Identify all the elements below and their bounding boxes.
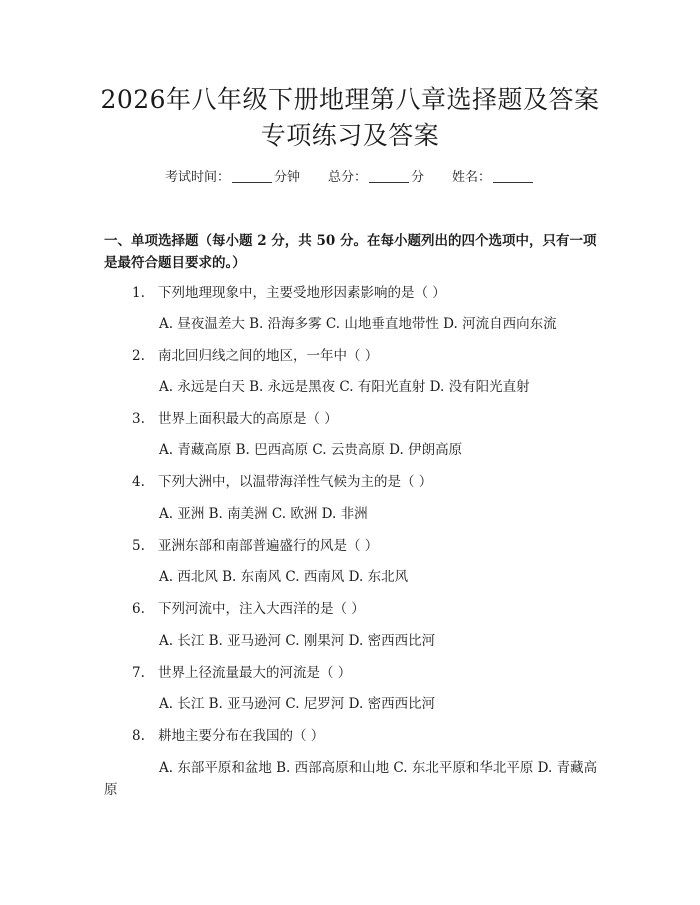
question-text: 南北回归线之间的地区，一年中（ ） <box>158 348 379 364</box>
question-8-options: A. 东部平原和盆地 B. 西部高原和山地 C. 东北平原和华北平原 D. 青藏高原 <box>104 760 598 798</box>
question-7: 7. 世界上径流量最大的河流是（ ） <box>132 665 352 681</box>
name-label: 姓名： <box>452 170 492 185</box>
page-subtitle: 专项练习及答案 <box>260 121 440 150</box>
question-1: 1. 下列地理现象中，主要受地形因素影响的是（ ） <box>132 285 446 301</box>
page-title: 2026年八年级下册地理第八章选择题及答案 <box>100 85 600 114</box>
question-3-options: A. 青藏高原 B. 巴西高原 C. 云贵高原 D. 伊朗高原 <box>159 442 463 458</box>
question-7-options: A. 长江 B. 亚马逊河 C. 尼罗河 D. 密西西比河 <box>159 696 436 712</box>
question-3: 3. 世界上面积最大的高原是（ ） <box>132 411 338 427</box>
question-text: 下列地理现象中，主要受地形因素影响的是（ ） <box>158 285 446 301</box>
section-heading: 一、单项选择题（每小题 2 分，共 50 分。在每小题列出的四个选项中，只有一项是最符合题目要求的。） <box>104 233 597 271</box>
question-5: 5. 亚洲东部和南部普遍盛行的风是（ ） <box>132 538 379 554</box>
question-text: 下列河流中，注入大西洋的是（ ） <box>158 601 365 617</box>
time-unit: 分钟 <box>273 170 300 185</box>
exam-info-line <box>0 168 700 188</box>
score-label: 总分： <box>327 170 367 185</box>
question-text: 世界上面积最大的高原是（ ） <box>158 411 338 427</box>
question-4: 4. 下列大洲中，以温带海洋性气候为主的是（ ） <box>132 474 433 490</box>
question-6-options: A. 长江 B. 亚马逊河 C. 刚果河 D. 密西西比河 <box>159 633 436 649</box>
question-text: 下列大洲中，以温带海洋性气候为主的是（ ） <box>158 474 433 490</box>
question-4-options: A. 亚洲 B. 南美洲 C. 欧洲 D. 非洲 <box>159 506 368 522</box>
question-8: 8. 耕地主要分布在我国的（ ） <box>132 728 325 744</box>
question-5-options: A. 西北风 B. 东南风 C. 西南风 D. 东北风 <box>159 569 409 585</box>
question-2-options: A. 永远是白天 B. 永远是黑夜 C. 有阳光直射 D. 没有阳光直射 <box>159 379 530 395</box>
question-text: 亚洲东部和南部普遍盛行的风是（ ） <box>158 538 379 554</box>
time-blank <box>232 168 272 183</box>
question-text: 世界上径流量最大的河流是（ ） <box>158 665 352 681</box>
question-text: 耕地主要分布在我国的（ ） <box>158 728 325 744</box>
name-blank <box>493 168 533 183</box>
score-unit: 分 <box>411 170 425 185</box>
score-blank <box>369 168 409 183</box>
question-1-options: A. 昼夜温差大 B. 沿海多雾 C. 山地垂直地带性 D. 河流自西向东流 <box>159 316 557 332</box>
question-6: 6. 下列河流中，注入大西洋的是（ ） <box>132 601 365 617</box>
question-2: 2. 南北回归线之间的地区，一年中（ ） <box>132 348 379 364</box>
time-label: 考试时间： <box>164 170 230 185</box>
